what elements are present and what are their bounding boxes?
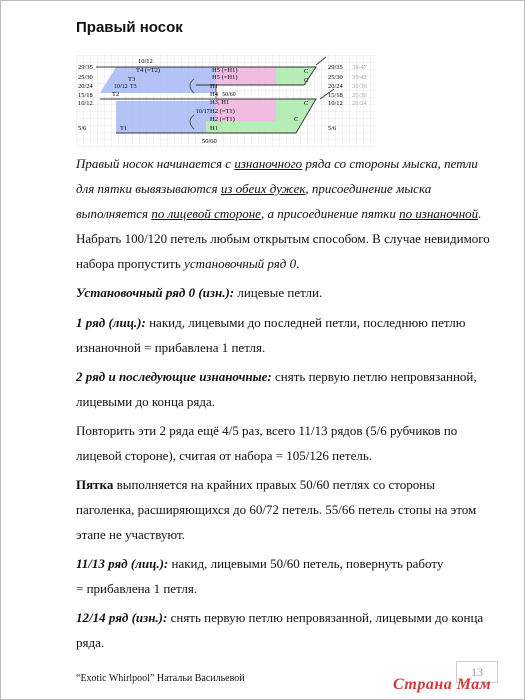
page-title: Правый носок (76, 19, 183, 36)
text-span: . (478, 206, 482, 221)
bottom-label: 50/60 (202, 138, 217, 145)
cell-label: T3 (130, 84, 137, 90)
row2-paragraph (76, 364, 496, 414)
text-span: . (296, 256, 300, 271)
cell-label: T2 (112, 91, 120, 98)
cell-label: C (304, 100, 309, 107)
right-label: 25/30 (328, 74, 343, 81)
cell-label: C (304, 77, 309, 84)
cell-label: H3, H1 (210, 99, 230, 106)
cell-label: C (304, 68, 309, 75)
text-span: установочный ряд 0 (184, 256, 297, 271)
text-span: Правый носок начинается с (76, 156, 235, 171)
cell-label: 10/12 (114, 84, 128, 90)
cell-label: H4 (210, 91, 218, 98)
right-label: 10/12 (328, 100, 343, 107)
right-label: 5/6 (328, 125, 337, 132)
text-span: изнаночного (234, 156, 303, 171)
left-label: 20/24 (78, 83, 93, 90)
text-span: лицевые петли. (234, 285, 323, 300)
cell-label: H5 (=H1) (212, 67, 238, 74)
toe-region-lower (116, 101, 216, 133)
row-heading: 12/14 ряд (изн.): (76, 610, 168, 625)
footer-credit: “Exotic Whirlpool” Натальи Васильевой (76, 673, 245, 684)
knitting-diagram (76, 55, 376, 147)
heel-paragraph (76, 472, 496, 547)
intro-paragraph (76, 151, 496, 226)
right-label-faded: 20/24 (352, 100, 367, 107)
cast-on-paragraph (76, 226, 496, 276)
right-label-faded: 39/47 (352, 64, 367, 71)
cell-label: H2 (=T1) (210, 108, 235, 115)
right-label: 29/35 (328, 64, 343, 71)
row-heading: 2 ряд и последующие изнаночные: (76, 369, 272, 384)
top-label: 10/12 (138, 58, 153, 65)
right-label-faded: 35/42 (352, 74, 367, 81)
right-label: 15/18 (328, 92, 343, 99)
row-heading: Установочный ряд 0 (изн.): (76, 285, 235, 300)
cell-label: T4 (=T2) (136, 67, 161, 74)
row12-paragraph (76, 605, 496, 655)
row11-paragraph (76, 551, 496, 601)
repeat-paragraph (76, 418, 496, 468)
text-span: по изнаночной (399, 206, 479, 221)
text-span: из обеих дужек (220, 181, 306, 196)
text-span: ряда со стороны мыска, петли для пятки вывязываются (76, 156, 478, 196)
cell-label: T3 (128, 76, 136, 83)
text-span: снять первую петлю непровязанной, лицевыми до конца ряда. (76, 610, 484, 650)
text-span: Набрать 100/120 петель любым открытым способом. В случае невидимого набора пропустить (76, 231, 490, 271)
cell-label: 50/60 (222, 92, 236, 98)
left-label: 10/12 (78, 100, 93, 107)
text-span: , присоединение мыска выполняется (76, 181, 432, 221)
row-heading: 11/13 ряд (лиц.): (76, 556, 169, 571)
left-label: 5/6 (78, 125, 87, 132)
text-span: = прибавлена 1 петля. (76, 581, 198, 596)
row-heading: 1 ряд (лиц.): (76, 315, 146, 330)
cell-label: H1 (210, 83, 218, 90)
text-span: накид, лицевыми до последней петли, последнюю петлю изнаночной = прибавлена 1 петля. (76, 315, 466, 355)
text-span: по лицевой стороне (151, 206, 261, 221)
left-label: 25/30 (78, 74, 93, 81)
text-span: , а присоединение пятки (260, 206, 400, 221)
cell-label: H5 (=H1) (212, 74, 238, 81)
text-span: выполняется на крайних правых 50/60 петлях со стороны паголенка, расширяющихся до 60/72 петель. 55/66 петель стопы на этом этапе не участвуют. (76, 477, 477, 542)
page-number: 13 (456, 661, 498, 683)
cell-label: 10/17 (196, 109, 210, 115)
text-span: снять первую петлю непровязанной, лицевыми до конца ряда. (76, 369, 477, 409)
row-heading: Пятка (76, 477, 114, 492)
right-label-faded: 25/30 (352, 92, 367, 99)
left-label: 29/35 (78, 64, 93, 71)
cell-label: H2 (=T1) (210, 116, 235, 123)
cell-label: H1 (210, 125, 218, 132)
text-span: Повторить эти 2 ряда ещё 4/5 раз, всего 11/13 рядов (5/6 рубчиков по лицевой стороне), считая от набора = 105/126 петель. (76, 423, 458, 463)
row1-paragraph (76, 310, 496, 360)
cell-label: C (294, 116, 299, 123)
text-span: накид, лицевыми 50/60 петель, повернуть работу (168, 556, 444, 571)
watermark-logo: Страна Мам (393, 676, 492, 693)
setup-row-paragraph (76, 280, 496, 305)
cell-label: T1 (120, 125, 128, 132)
right-label: 20/24 (328, 83, 343, 90)
right-label-faded: 30/36 (352, 83, 367, 90)
left-label: 15/18 (78, 92, 93, 99)
